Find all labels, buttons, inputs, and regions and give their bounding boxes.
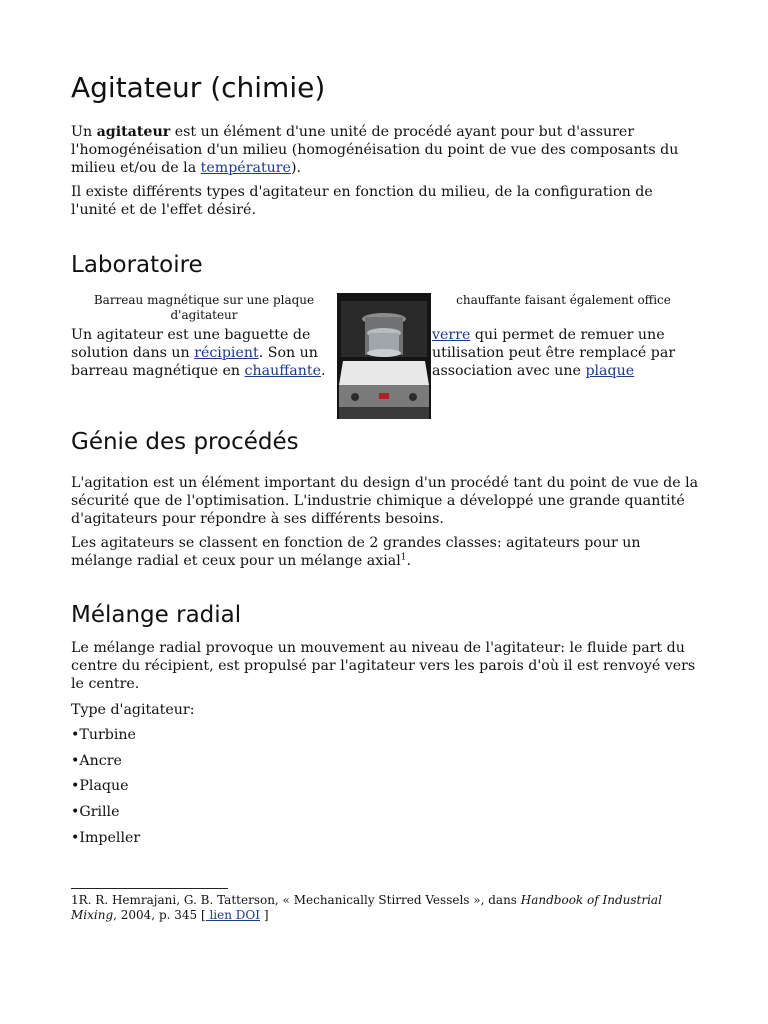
page-title: Agitateur (chimie) bbox=[71, 71, 326, 104]
footnote-separator bbox=[71, 888, 228, 889]
chauffante-link[interactable]: chauffante bbox=[244, 362, 321, 379]
plaque-link[interactable]: plaque bbox=[585, 362, 635, 379]
figure-caption-left: Barreau magnétique sur une plaque d'agitateur bbox=[93, 293, 315, 322]
footnote-reference[interactable]: 1 bbox=[400, 552, 407, 563]
genie-text: . bbox=[406, 553, 411, 570]
list-item: •Plaque bbox=[71, 778, 129, 794]
lab-text: Un agitateur est une baguette de solution dans un bbox=[71, 327, 311, 361]
verre-link[interactable]: verre bbox=[432, 327, 471, 343]
lab-text: qui permet de remuer une utilisation peut être remplacé par association avec une bbox=[432, 327, 676, 379]
genie-paragraph-1: L'agitation est un élément important du design d'un procédé tant du point de vue de la sécurité que de l'optimisation. L'industrie chimique a développé une grande quantité d'agitateurs pour répondre à ses différents besoins. bbox=[71, 475, 699, 527]
lab-text: . Son un barreau magnétique en bbox=[71, 344, 318, 379]
genie-paragraph-2 bbox=[71, 535, 701, 571]
magnetic-stirrer-photo bbox=[337, 293, 431, 419]
footnote-text: 1R. R. Hemrajani, G. B. Tatterson, « Mechanically Stirred Vessels », dans bbox=[71, 893, 521, 907]
genie-text: Les agitateurs se classent en fonction de 2 grandes classes: agitateurs pour un mélange radial et ceux pour un mélange axial bbox=[71, 535, 641, 570]
figure-caption-right: chauffante faisant également office bbox=[456, 293, 671, 307]
list-item: •Impeller bbox=[71, 830, 141, 846]
intro-term: agitateur bbox=[96, 124, 171, 140]
recipient-link[interactable]: récipient bbox=[194, 344, 259, 361]
heading-melange-radial: Mélange radial bbox=[71, 602, 242, 628]
doi-link[interactable]: lien DOI bbox=[205, 908, 260, 922]
lab-text-right bbox=[432, 327, 694, 380]
radial-paragraph: Le mélange radial provoque un mouvement au niveau de l'agitateur: le fluide part du centre du récipient, est propulsé par l'agitateur vers les parois d'où il est renvoyé vers le centre. bbox=[71, 640, 696, 692]
footnote-text: , 2004, p. 345 [ bbox=[113, 908, 206, 922]
lab-text: . bbox=[321, 362, 326, 379]
temperature-link[interactable]: température bbox=[200, 159, 291, 176]
lab-text-left bbox=[71, 327, 333, 380]
heading-genie-des-procedes: Génie des procédés bbox=[71, 429, 299, 455]
heading-laboratoire: Laboratoire bbox=[71, 252, 203, 278]
intro-paragraph-1 bbox=[71, 124, 701, 177]
footnote bbox=[71, 893, 701, 923]
genie-section bbox=[71, 475, 701, 571]
footnote-book-title: Handbook of Industrial Mixing bbox=[71, 893, 662, 922]
footnote-text: ] bbox=[260, 908, 269, 922]
radial-section bbox=[71, 640, 701, 693]
intro-section bbox=[71, 124, 701, 220]
list-item: •Ancre bbox=[71, 753, 122, 769]
list-item: •Turbine bbox=[71, 727, 136, 743]
intro-text: Un bbox=[71, 124, 97, 140]
list-item: •Grille bbox=[71, 804, 120, 820]
intro-text: ). bbox=[290, 159, 302, 176]
type-label: Type d'agitateur: bbox=[71, 702, 195, 718]
intro-text: est un élément d'une unité de procédé ayant pour but d'assurer l'homogénéisation d'un milieu (homogénéisation du point de vue des composants du milieu et/ou de la bbox=[71, 124, 679, 176]
intro-paragraph-2: Il existe différents types d'agitateur en fonction du milieu, de la configuration de l'unité et de l'effet désiré. bbox=[71, 184, 653, 219]
